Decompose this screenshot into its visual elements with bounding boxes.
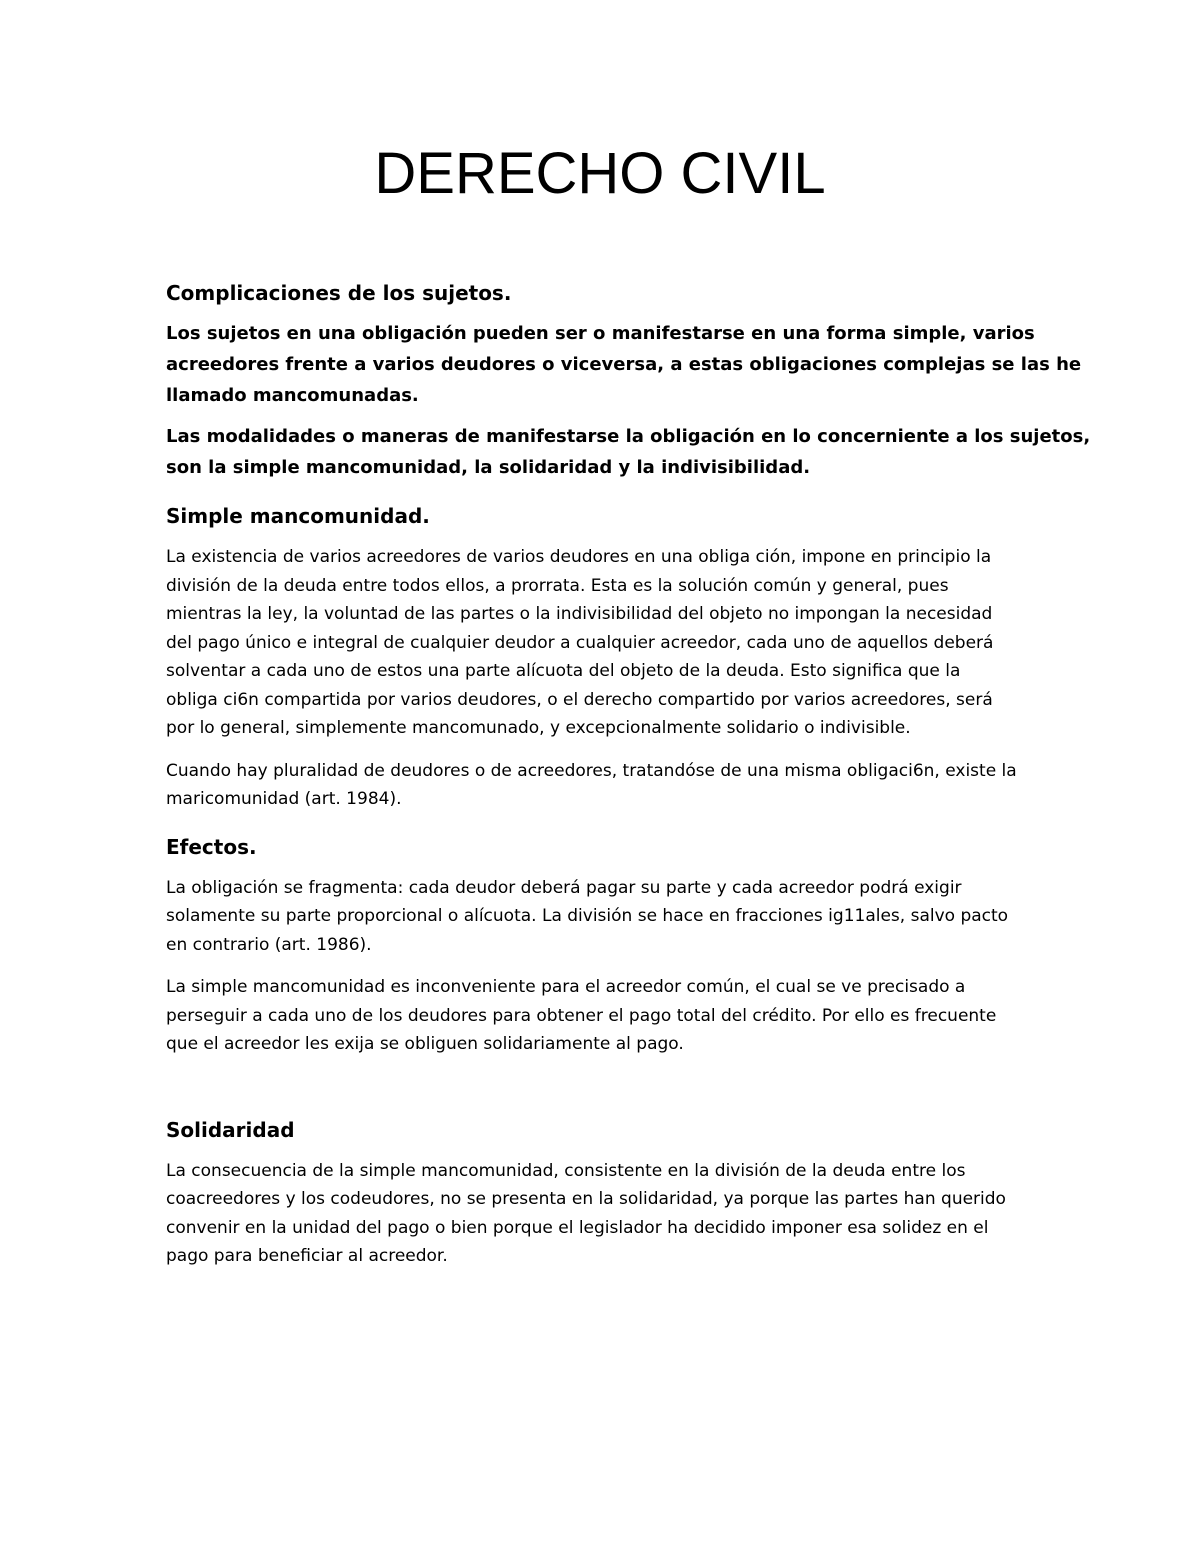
text-line: maricomunidad (art. 1984). — [166, 789, 402, 809]
text-line: del pago único e integral de cualquier deudor a cualquier acreedor, cada uno de aquellos deberá — [166, 632, 994, 653]
text-line: solamente su parte proporcional o alícuota. La división se hace en fracciones ig11ales, salvo pacto — [166, 906, 1009, 926]
text-line: obliga ci6n compartida por varios deudores, o el derecho compartido por varios acreedores, será — [166, 689, 993, 710]
paragraph — [166, 757, 1046, 814]
text-line: La obligación se fragmenta: cada deudor deberá pagar su parte y cada acreedor podrá exigir — [166, 877, 962, 898]
text-line: acreedores frente a varios deudores o viceversa, a estas obligaciones complejas se las he — [166, 354, 1082, 375]
text-line: son la simple mancomunidad, la solidaridad y la indivisibilidad. — [166, 457, 811, 478]
paragraph — [166, 874, 1046, 960]
paragraph — [166, 543, 1046, 743]
text-line: que el acreedor les exija se obliguen solidariamente al pago. — [166, 1034, 684, 1054]
text-line: La existencia de varios acreedores de varios deudores en una obliga ción, impone en principio la — [166, 547, 992, 567]
text-line: Cuando hay pluralidad de deudores o de acreedores, tratandóse de una misma obligaci6n, existe la — [166, 760, 1017, 781]
paragraph — [166, 421, 1091, 483]
section-heading-solidaridad: Solidaridad — [166, 1117, 295, 1142]
section-heading-complicaciones: Complicaciones de los sujetos. — [166, 281, 512, 305]
text-line: Las modalidades o maneras de manifestarse la obligación en lo concerniente a los sujetos, — [166, 426, 1091, 447]
text-line: llamado mancomunadas. — [166, 385, 419, 406]
document-body — [166, 276, 1091, 1271]
text-line: perseguir a cada uno de los deudores para obtener el pago total del crédito. Por ello es frecuente — [166, 1005, 997, 1026]
text-line: mientras la ley, la voluntad de las partes o la indivisibilidad del objeto no impongan la necesidad — [166, 604, 993, 624]
text-line: Los sujetos en una obligación pueden ser o manifestarse en una forma simple, varios — [166, 323, 1035, 344]
text-line: en contrario (art. 1986). — [166, 934, 372, 955]
text-line: por lo general, simplemente mancomunado, y excepcionalmente solidario o indivisible. — [166, 718, 911, 738]
text-line: La consecuencia de la simple mancomunidad, consistente en la división de la deuda entre los — [166, 1160, 966, 1181]
text-line: solventar a cada uno de estos una parte alícuota del objeto de la deuda. Esto significa que la — [166, 661, 961, 681]
section-heading-simple-mancomunidad: Simple mancomunidad. — [166, 504, 430, 528]
text-line: coacreedores y los codeudores, no se presenta en la solidaridad, ya porque las partes han querido — [166, 1189, 1006, 1209]
paragraph — [166, 1157, 1046, 1271]
text-line: La simple mancomunidad es inconveniente para el acreedor común, el cual se ve precisado a — [166, 977, 966, 997]
text-line: pago para beneficiar al acreedor. — [166, 1246, 448, 1266]
document-title: DERECHO CIVIL — [374, 141, 826, 206]
section-heading-efectos: Efectos. — [166, 834, 257, 859]
text-line: división de la deuda entre todos ellos, a prorrata. Esta es la solución común y general, pues — [166, 575, 949, 596]
text-line: convenir en la unidad del pago o bien porque el legislador ha decidido imponer esa solidez en el — [166, 1217, 989, 1238]
paragraph — [166, 973, 1046, 1059]
paragraph — [166, 318, 1082, 411]
